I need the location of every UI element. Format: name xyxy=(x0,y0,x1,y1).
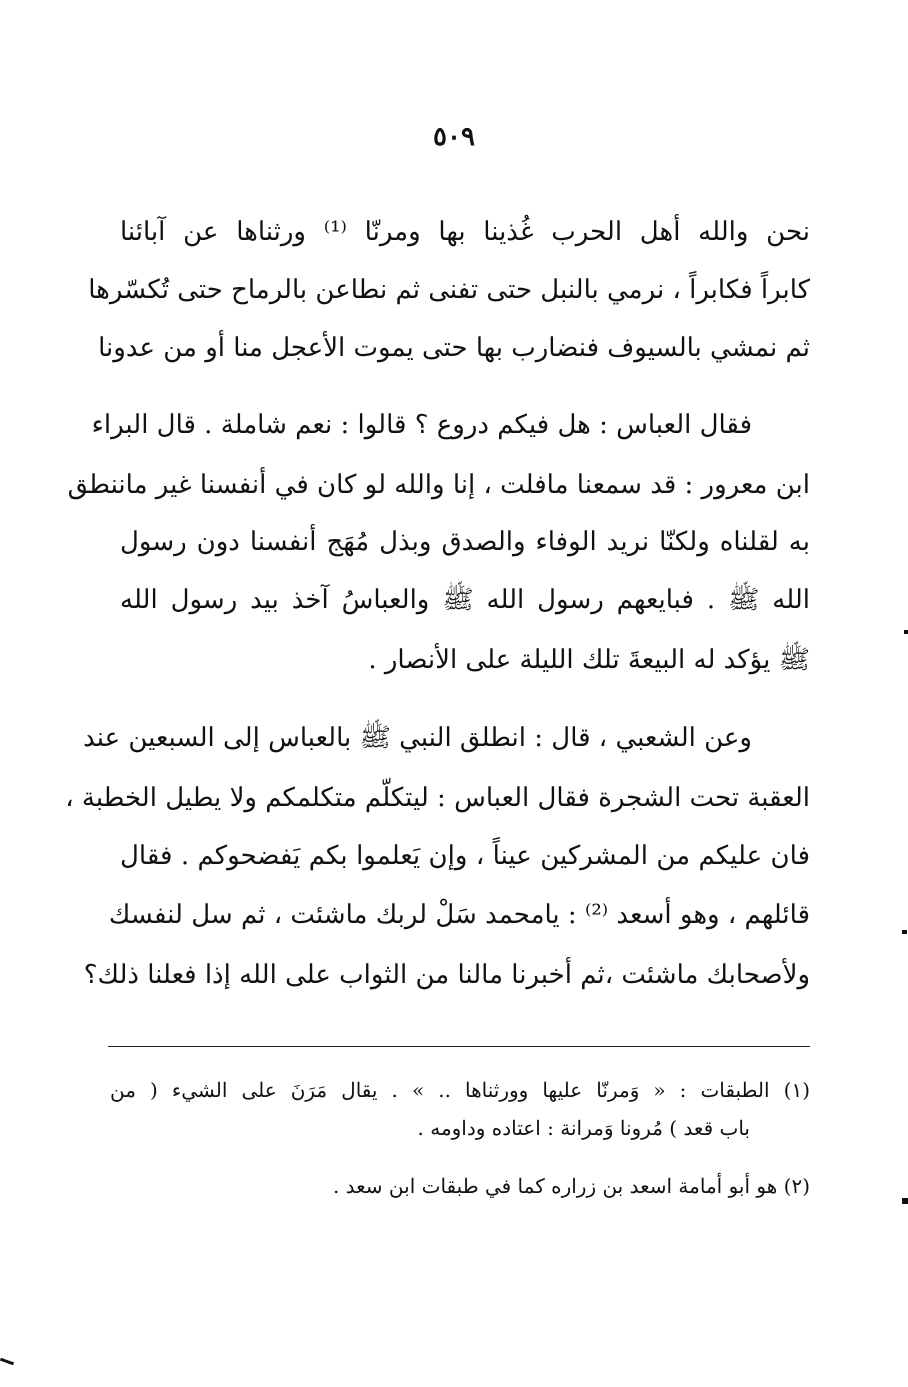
body-line: الله ﷺ . فبايعهم رسول الله ﷺ والعباسُ آخذ بيد رسول الله xyxy=(120,585,810,615)
scan-mark xyxy=(0,1358,14,1366)
body-line: نحن والله أهل الحرب غُذينا بها ومرنّا ⁽¹⁾ ورثناها عن آبائنا xyxy=(120,217,810,247)
body-line: قائلهم ، وهو أسعد ⁽²⁾ : يامحمد سَلْ لربك ماشئت ، ثم سل لنفسك xyxy=(108,900,810,930)
scan-mark xyxy=(904,630,908,634)
footnote-1-line-1: (١) الطبقات : « وَمرنّا عليها وورثناها .. » . يقال مَرَنَ على الشيء ( من xyxy=(110,1078,810,1102)
body-line: ثم نمشي بالسيوف فنضارب بها حتى يموت الأعجل منا أو من عدونا xyxy=(98,333,810,363)
footnote-1-line-2: باب قعد ) مُرونا وَمرانة : اعتاده وداومه . xyxy=(417,1116,750,1140)
page-number: ٥٠٩ xyxy=(433,122,475,152)
body-line: العقبة تحت الشجرة فقال العباس : ليتكلّم متكلمكم ولا يطيل الخطبة ، xyxy=(65,783,810,813)
scan-mark xyxy=(902,930,907,934)
body-line: ابن معرور : قد سمعنا مافلت ، إنا والله لو كان في أنفسنا غير ماننطق xyxy=(67,470,810,500)
body-line: ﷺ يؤكد له البيعةَ تلك الليلة على الأنصار . xyxy=(368,645,810,675)
footnote-2: (٢) هو أبو أمامة اسعد بن زراره كما في طبقات ابن سعد . xyxy=(332,1174,810,1198)
body-line: به لقلناه ولكنّا نريد الوفاء والصدق وبذل مُهَج أنفسنا دون رسول xyxy=(120,527,810,557)
body-line: وعن الشعبي ، قال : انطلق النبي ﷺ بالعباس إلى السبعين عند xyxy=(83,723,752,753)
footnote-separator xyxy=(108,1046,810,1047)
body-line: ولأصحابك ماشئت ،ثم أخبرنا مالنا من الثواب على الله إذا فعلنا ذلك؟ xyxy=(83,960,810,990)
body-line: فان عليكم من المشركين عيناً ، وإن يَعلموا بكم يَفضحوكم . فقال xyxy=(120,841,810,871)
body-line: فقال العباس : هل فيكم دروع ؟ قالوا : نعم شاملة . قال البراء xyxy=(91,410,752,440)
scan-mark xyxy=(902,1198,908,1204)
body-line: كابراً فكابراً ، نرمي بالنبل حتى تفنى ثم نطاعن بالرماح حتى تُكسّرها xyxy=(88,275,810,305)
